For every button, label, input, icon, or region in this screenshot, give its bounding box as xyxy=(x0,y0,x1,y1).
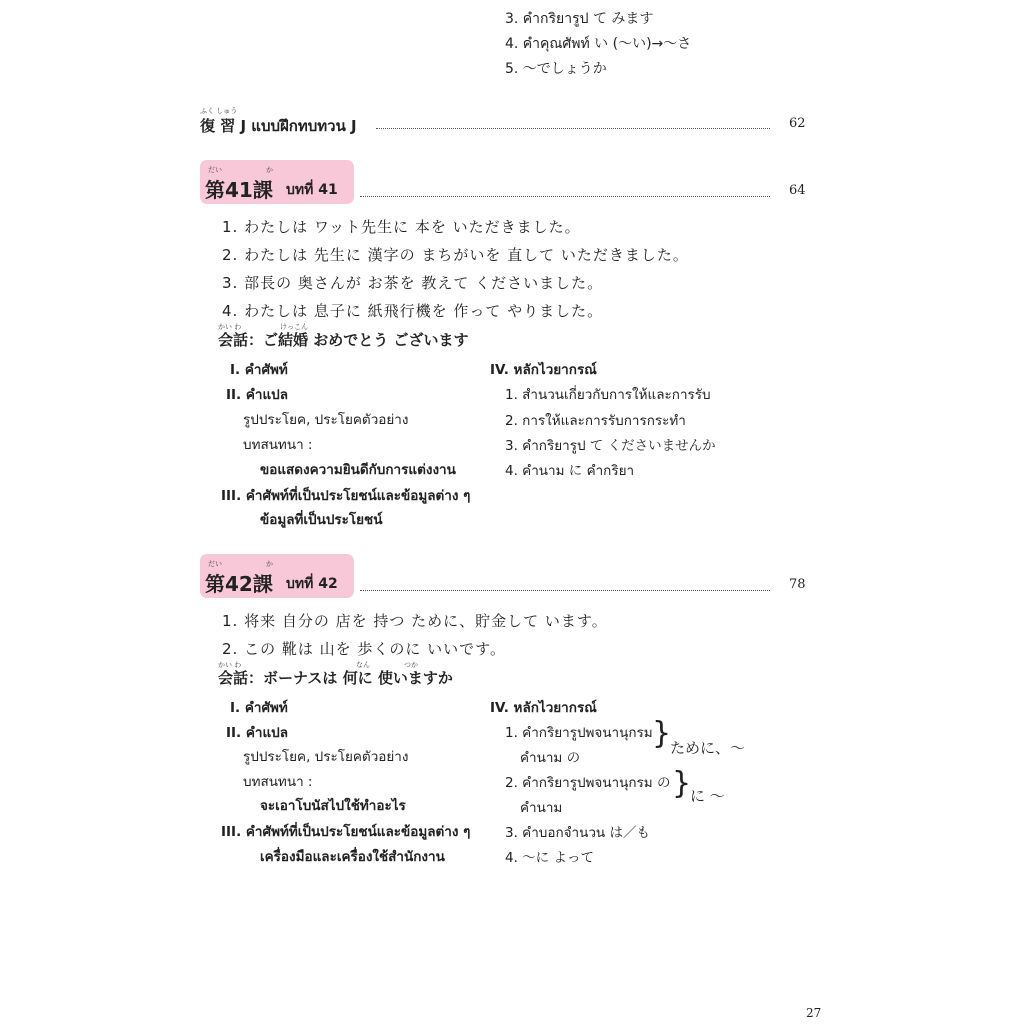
conversation-ruby: けっこん xyxy=(280,323,308,331)
section-vocabulary: I. คำศัพท์ xyxy=(230,700,288,716)
conversation-translation: จะเอาโบนัสไปใช้ทำอะไร xyxy=(260,798,406,814)
lesson-41-thai-title: บทที่ 41 xyxy=(286,182,338,198)
conversation-ruby: なん xyxy=(356,661,370,669)
review-title xyxy=(200,114,357,138)
conversation-translation: ขอแสดงความยินดีกับการแต่งงาน xyxy=(260,462,456,478)
ruby-dai: だい xyxy=(208,560,222,568)
grammar-pattern: ために、〜 xyxy=(670,739,746,757)
list-item: 3. คำกริยารูป て みます xyxy=(505,11,654,27)
ruby-dai: だい xyxy=(208,166,222,174)
grammar-item: 4. คำนาม に คำกริยา xyxy=(505,463,635,479)
grammar-item-sub: คำนาม xyxy=(520,800,563,816)
conversation-ruby: かい わ xyxy=(218,661,242,669)
section-translation: II. คำแปล xyxy=(226,725,289,741)
section-translation: II. คำแปล xyxy=(226,387,289,403)
ruby-ka: か xyxy=(266,560,273,568)
lesson-42-page-number: 78 xyxy=(789,577,806,592)
example-sentence: 4. わたしは 息子に 紙飛行機を 作って やりました。 xyxy=(222,302,604,320)
example-sentence: 2. この 靴は 山を 歩くのに いいです。 xyxy=(222,640,506,658)
example-sentence: 2. わたしは 先生に 漢字の まちがいを 直して いただきました。 xyxy=(222,246,689,264)
page-number: 27 xyxy=(806,1006,822,1020)
conversation-title: 会話：ご結婚 おめでとう ございます xyxy=(218,331,469,349)
example-sentence: 1. わたしは ワット先生に 本を いただきました。 xyxy=(222,218,581,236)
review-ruby: ふく しゅう xyxy=(200,107,238,115)
section-grammar: IV. หลักไวยากรณ์ xyxy=(490,362,597,378)
sentence-patterns: รูปประโยค, ประโยคตัวอย่าง xyxy=(243,749,409,765)
useful-info-topic: ข้อมูลที่เป็นประโยชน์ xyxy=(260,512,383,528)
grammar-item: 3. คำกริยารูป て くださいませんか xyxy=(505,438,716,454)
grammar-item: 3. คำบอกจำนวน は／も xyxy=(505,825,650,841)
conversation-title: 会話：ボーナスは 何に 使いますか xyxy=(218,669,453,687)
grammar-item: 1. คำกริยารูปพจนานุกรม xyxy=(505,725,653,741)
example-sentence: 3. 部長の 奥さんが お茶を 教えて くださいました。 xyxy=(222,274,604,292)
lesson-42-thai-title: บทที่ 42 xyxy=(286,576,338,592)
conversation-label: บทสนทนา : xyxy=(243,437,313,453)
list-item: 5. 〜でしょうか xyxy=(505,61,607,77)
grammar-item: 2. คำกริยารูปพจนานุกรม の xyxy=(505,775,671,791)
leader-dots xyxy=(360,196,770,197)
conversation-ruby: かい わ xyxy=(218,323,242,331)
ruby-ka: か xyxy=(266,166,273,174)
grammar-pattern: に 〜 xyxy=(690,787,725,805)
conversation-label: บทสนทนา : xyxy=(243,774,313,790)
grammar-item: 2. การให้และการรับการกระทำ xyxy=(505,413,686,429)
review-page-number: 62 xyxy=(789,116,806,131)
review-kanji: 復 習 xyxy=(200,117,236,135)
section-useful-info: III. คำศัพท์ที่เป็นประโยชน์และข้อมูลต่าง ๆ xyxy=(221,824,471,840)
brace-icon: } xyxy=(672,766,692,801)
conversation-ruby: つか xyxy=(404,661,418,669)
lesson-41-kanji: 第41課 xyxy=(205,178,273,202)
useful-info-topic: เครื่องมือและเครื่องใช้สำนักงาน xyxy=(260,849,445,865)
grammar-item-sub: คำนาม の xyxy=(520,750,581,766)
lesson-42-kanji: 第42課 xyxy=(205,572,273,596)
review-thai: J แบบฝึกทบทวน J xyxy=(240,117,357,135)
grammar-item: 1. สำนวนเกี่ยวกับการให้และการรับ xyxy=(505,387,711,403)
sentence-patterns: รูปประโยค, ประโยคตัวอย่าง xyxy=(243,412,409,428)
section-useful-info: III. คำศัพท์ที่เป็นประโยชน์และข้อมูลต่าง ๆ xyxy=(221,488,471,504)
section-grammar: IV. หลักไวยากรณ์ xyxy=(490,700,597,716)
example-sentence: 1. 将来 自分の 店を 持つ ために、貯金して います。 xyxy=(222,612,608,630)
section-vocabulary: I. คำศัพท์ xyxy=(230,362,288,378)
list-item: 4. คำคุณศัพท์ い (〜い)→〜さ xyxy=(505,36,692,52)
leader-dots xyxy=(376,128,770,129)
brace-icon: } xyxy=(652,716,672,751)
lesson-41-page-number: 64 xyxy=(789,183,806,198)
leader-dots xyxy=(360,590,770,591)
grammar-item: 4. 〜に よって xyxy=(505,850,594,866)
